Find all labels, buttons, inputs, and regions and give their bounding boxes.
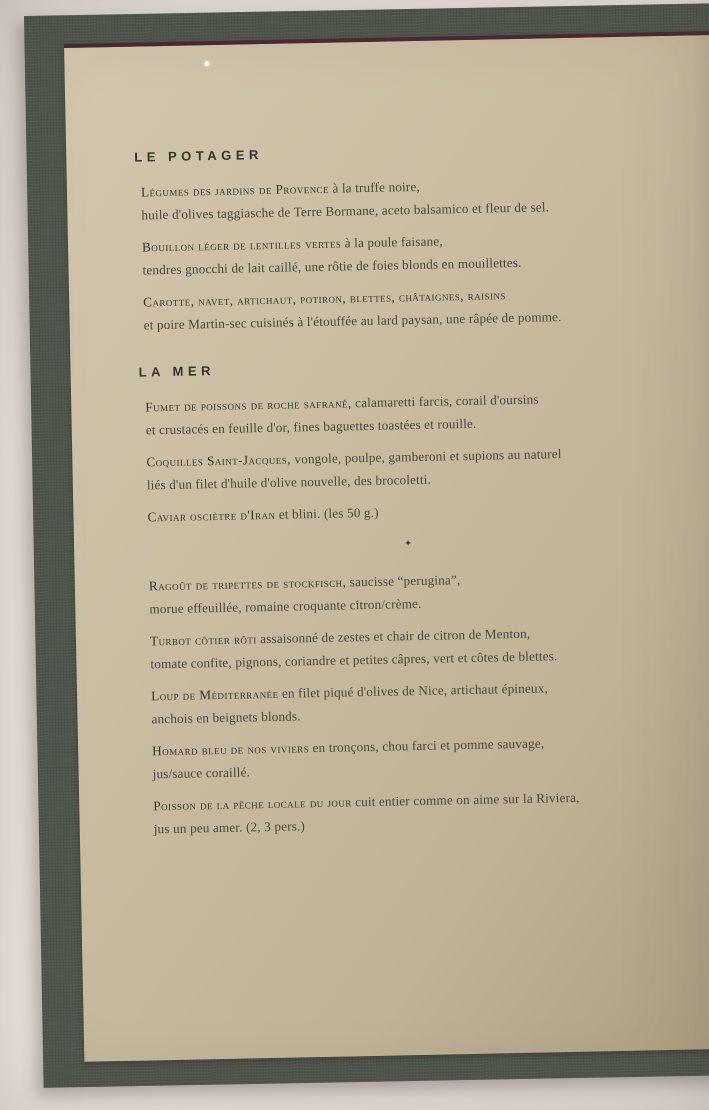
page-curl-shading	[692, 34, 709, 1049]
menu-item-line2: anchois en beignets blonds.	[151, 708, 301, 727]
menu-item	[151, 674, 672, 730]
menu-item	[152, 729, 673, 785]
menu-item-line1	[147, 495, 667, 528]
dish-description: saucisse “perugina”,	[346, 572, 461, 590]
menu-item	[143, 280, 664, 336]
menu-item	[149, 564, 670, 620]
dish-description: en tronçons, chou farci et pomme sauvage,	[308, 735, 545, 756]
fleuron-ornament: ✦	[404, 539, 412, 550]
dish-name: Homard bleu de nos viviers	[152, 740, 310, 759]
dust-speck	[204, 61, 209, 66]
menu-item	[147, 495, 667, 528]
dish-description: cuit entier comme on aime sur la Riviera,	[351, 789, 580, 810]
menu-item	[153, 784, 674, 840]
dish-name: Poisson de la pêche locale du jour	[153, 794, 352, 814]
menu-item-line2: tomate confite, pignons, coriandre et petites câpres, vert et côtes de blettes.	[150, 648, 558, 672]
dish-description: et blini. (les 50 g.)	[275, 504, 379, 522]
menu-item	[145, 385, 666, 441]
dish-name: Turbot côtier rôti	[149, 631, 257, 649]
menu-item	[141, 170, 662, 226]
menu-item-line2: tendres gnocchi de lait caillé, une rôtie de foies blonds en mouillettes.	[142, 254, 522, 278]
menu-item-line2: huile d'olives taggiasche de Terre Bormane, aceto balsamico et fleur de sel.	[141, 199, 550, 223]
section-le-potager	[134, 139, 664, 336]
menu-item-line2: et poire Martin-sec cuisinés à l'étouffée au lard paysan, une râpée de pomme.	[143, 309, 562, 333]
menu-page	[64, 30, 709, 1062]
section-title: LE POTAGER	[134, 147, 263, 165]
dish-description: à la truffe noire,	[328, 178, 420, 196]
menu-item	[142, 225, 663, 281]
dish-name: Ragoût de tripettes de stockfisch,	[148, 574, 347, 594]
menu-item-line2: jus/sauce coraillé.	[152, 764, 251, 782]
dish-description: à la poule faisane,	[341, 233, 443, 251]
menu-item-line2: et crustacés en feuille d'or, fines baguettes toastées et rouille.	[145, 415, 477, 438]
dish-name: Loup de Méditerranée	[150, 685, 279, 704]
menu-item-line2: liés d'un filet d'huile d'olive nouvelle, des brocoletti.	[146, 471, 432, 493]
dish-name: Bouillon léger de lentilles vertes	[141, 235, 342, 255]
section-la-mer	[138, 354, 673, 840]
section-title: LA MER	[138, 363, 216, 380]
menu-item	[150, 619, 671, 675]
menu-item-line2: jus un peu amer. (2, 3 pers.)	[153, 818, 306, 837]
dish-description: en filet piqué d'olives de Nice, artichaut épineux,	[278, 680, 548, 701]
menu-content	[134, 139, 674, 849]
dish-name: Légumes des jardins de Provence	[140, 180, 330, 200]
dish-description: calamaretti farcis, corail d'oursins	[351, 391, 539, 411]
menu-item-line2: morue effeuillée, romaine croquante citron/crème.	[149, 595, 422, 617]
dish-description: vongole, poulpe, gamberoni et supions au naturel	[290, 446, 562, 467]
dish-description: assaisonné de zestes et chair de citron de Menton,	[256, 625, 531, 647]
dish-name: Coquilles Saint-Jacques,	[146, 451, 292, 470]
dish-name: Fumet de poissons de roche safrané,	[145, 395, 352, 415]
dish-name: Carotte, navet, artichaut, potiron, blettes, châtaignes, raisins	[143, 287, 507, 310]
menu-item	[146, 440, 667, 496]
dish-name: Caviar osciètre d'Iran	[147, 506, 276, 525]
